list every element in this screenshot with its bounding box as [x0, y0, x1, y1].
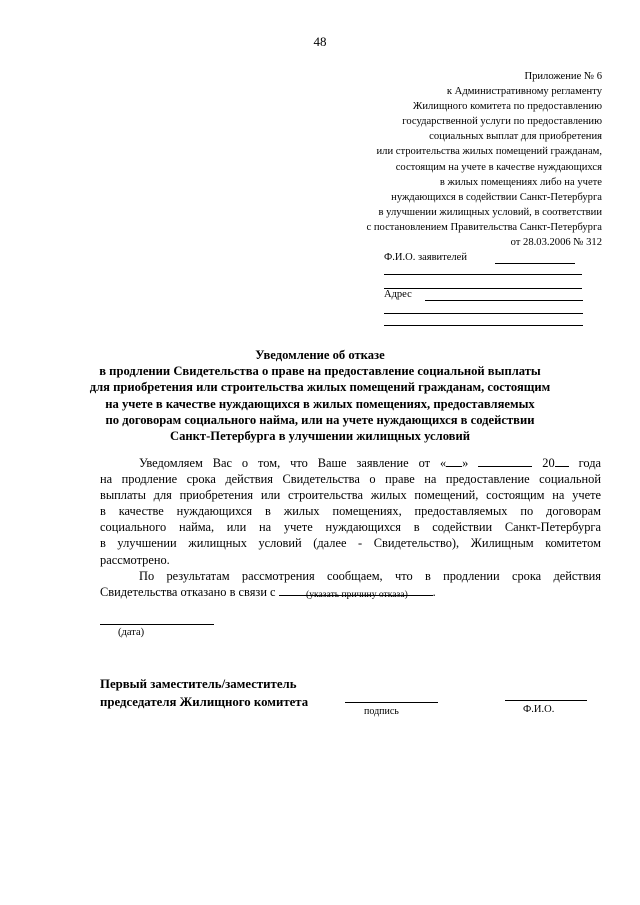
notify-year-suffix: года — [578, 456, 601, 470]
title-line: Санкт-Петербурга в улучшении жилищных условий — [169, 429, 470, 444]
appendix-line: социальных выплат для приобретения — [429, 131, 602, 143]
appendix-line: государственной услуги по предоставлению — [402, 116, 602, 128]
body-line: в улучшении жилищных условий (далее - Свидетельство), Жилищным комитетом — [100, 536, 601, 551]
title-line: по договорам социального найма, или на учете нуждающихся в содействии — [105, 412, 535, 427]
result-line: По результатам рассмотрения сообщаем, что в продлении срока действия — [139, 568, 601, 583]
signature-caption: подпись — [364, 706, 399, 717]
appendix-header — [302, 69, 602, 250]
appendix-line: или строительства жилых помещений гражданам, — [376, 146, 602, 158]
notify-year-prefix: 20 — [542, 456, 555, 470]
title-line: для приобретения или строительства жилых помещений гражданам, состоящим — [89, 380, 551, 395]
body-line-last: рассмотрено. — [100, 552, 170, 567]
appendix-line: Приложение № 6 — [524, 71, 602, 82]
signer-title — [100, 675, 308, 711]
date-field[interactable] — [100, 624, 214, 625]
applicant-address-label: Адрес — [384, 289, 412, 300]
applicant-fio-label: Ф.И.О. заявителей — [384, 252, 467, 263]
signer-fio-field[interactable] — [505, 700, 587, 701]
appendix-line: в улучшении жилищных условий, в соответствии — [378, 206, 602, 218]
reason-suffix: . — [432, 584, 436, 599]
notice-body — [100, 455, 601, 600]
applicant-fio-field[interactable] — [495, 263, 575, 264]
notify-day-field[interactable] — [446, 455, 462, 467]
notify-month-field[interactable] — [478, 455, 532, 467]
applicant-fio-field-3[interactable] — [384, 288, 582, 289]
page-number: 48 — [313, 34, 327, 49]
signer-line-2: председателя Жилищного комитета — [100, 695, 309, 709]
body-line: на продление срока действия Свидетельства о праве на предоставление социальной — [100, 472, 601, 487]
appendix-line: в жилых помещениях либо на учете — [439, 176, 602, 188]
signature-field[interactable] — [345, 702, 438, 703]
body-line: социального найма, или на учете нуждающихся в содействии Санкт-Петербурга — [100, 520, 601, 535]
notify-line — [100, 455, 601, 471]
applicant-fio-field-2[interactable] — [384, 274, 582, 275]
appendix-line: к Административному регламенту — [446, 86, 602, 98]
title-line: на учете в качестве нуждающихся в жилых помещениях, предоставляемых — [105, 396, 535, 411]
appendix-line: от 28.03.2006 № 312 — [510, 237, 602, 249]
title-line: Уведомление об отказе — [255, 348, 385, 362]
body-line: в качестве нуждающихся в жилых помещениях, предоставляемых по договорам — [100, 504, 601, 519]
reason-caption: (указать причину отказа) — [306, 589, 408, 600]
appendix-line: нуждающихся в содействии Санкт-Петербурга — [391, 191, 602, 203]
notify-year-field[interactable] — [555, 455, 569, 467]
reason-prefix: Свидетельства отказано в связи с — [100, 584, 276, 599]
date-caption: (дата) — [118, 627, 145, 638]
applicant-address-field-2[interactable] — [384, 313, 583, 314]
appendix-line: состоящим на учете в качестве нуждающихся — [395, 161, 602, 173]
document-title — [0, 347, 640, 444]
applicant-address-field[interactable] — [425, 300, 583, 301]
notify-day-close: » — [462, 456, 469, 470]
title-line: в продлении Свидетельства о праве на предоставление социальной выплаты — [99, 364, 541, 379]
body-line: выплаты для приобретения или строительства жилых помещений, состоящим на учете — [100, 488, 601, 503]
applicant-address-field-3[interactable] — [384, 325, 583, 326]
appendix-line: Жилищного комитета по предоставлению — [412, 101, 602, 113]
appendix-line: с постановлением Правительства Санкт-Петербурга — [366, 221, 602, 233]
signer-fio-caption: Ф.И.О. — [523, 704, 555, 715]
notify-prefix: Уведомляем Вас о том, что Ваше заявление от « — [139, 456, 447, 470]
signer-line-1: Первый заместитель/заместитель — [100, 677, 297, 691]
